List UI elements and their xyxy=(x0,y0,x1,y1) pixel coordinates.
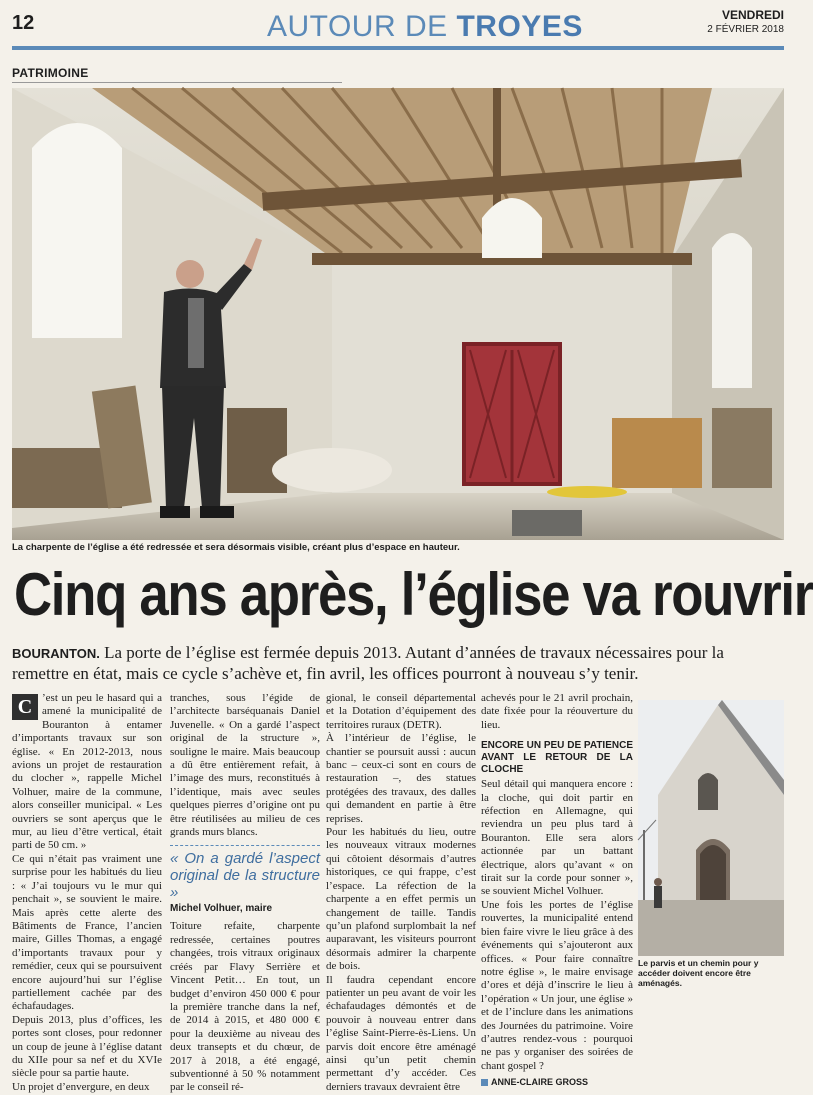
paragraph: gional, le conseil départemental et la Dotation d’équipement des territoires ruraux (DETR). xyxy=(326,692,476,731)
paragraph: tranches, sous l’égide de l’architecte barséquanais Daniel Juvenelle. « On a gardé l’aspect original de la structure », souligne le maire. Mais beaucoup a dû être entièrement refait, à l’image des murs, reconstitués à l’identique, mais avec seules quelques pierres d’origine ont pu être réutilisées au milieu de ces grands murs blancs. xyxy=(170,692,320,839)
section-rule xyxy=(12,82,342,83)
article-column-3 xyxy=(326,692,476,1094)
standfirst-text: La porte de l’église est fermée depuis 2013. Autant d’années de travaux nécessaires pour la remettre en état, mais ce cycle s’achève et, fin avril, les offices pourront à nouveau s’y tenir. xyxy=(12,643,724,683)
paragraph: achevés pour le 21 avril prochain, date fixée pour la réouverture du lieu. xyxy=(481,692,633,731)
page-number: 12 xyxy=(12,12,35,34)
dropcap: C xyxy=(12,694,38,720)
article-column-4 xyxy=(481,692,633,1087)
byline-author: ANNE-CLAIRE GROSS xyxy=(491,1077,589,1088)
pull-quote-author: Michel Volhuer, maire xyxy=(170,903,273,915)
article-column-2 xyxy=(170,692,320,1095)
header-rule xyxy=(12,46,784,50)
article-column-1 xyxy=(12,692,162,1094)
paragraph: Ce qui n’était pas vraiment une surprise pour les habitués du lieu : « J’ai toujours vu le mur qui penchait », se souvient le maire. Mais après cette alerte des Bâtiments de France, l’ancien maire, Gilles Thomas, a engagé d’importants travaux pour y remédier, ceux qui se poursuivent encore aujourd’hui sur l’église partiellement cachée par des échafaudages. xyxy=(12,852,162,1013)
rubric-prefix: AUTOUR DE xyxy=(267,10,448,43)
pull-quote xyxy=(170,845,320,914)
photo-caption: La charpente de l’église a été redressée et sera désormais visible, créant plus d’espace en hauteur. xyxy=(12,542,460,553)
paragraph: Une fois les portes de l’église rouvertes, la municipalité entend bien faire vivre le lieu grâce à des événements qui s’ajouteront aux offices. « Pour faire connaître notre église », le maire envisage d’ores et déjà d’inscrire le lieu à l’opération « Un jour, une église » et de l’inclure dans les animations des Journées du patrimoine. Voire d’autres rendez-vous : pourquoi ne pas y organiser des soirées de chant gospel ? xyxy=(481,898,633,1072)
byline-square-icon xyxy=(481,1079,488,1086)
church-exterior-photo xyxy=(638,700,784,956)
paragraph: ’est un peu le hasard qui a amené la municipalité de Bouranton à entamer d’importants travaux sur son église. « En 2012-2013, nous avions un projet de restauration du clocher », rappelle Michel Volhuer, maire de la commune, alors conseiller municipal. « Les ouvriers se sont aperçus que le mur, au lieu d’être vertical, était parti de 50 cm. » xyxy=(12,692,162,852)
rubric-title xyxy=(267,10,583,44)
paragraph: Il faudra cependant encore patienter un peu avant de voir les échafaudages démontés et de pouvoir à nouveau entrer dans l’église Saint-Pierre-ès-Liens. Un parvis doit encore être aménagé ainsi qu’un petit chemin permettant d’y accéder. Ces derniers travaux devraient être xyxy=(326,973,476,1093)
standfirst xyxy=(12,642,782,684)
headline: Cinq ans après, l’église va rouvrir xyxy=(14,561,813,628)
church-interior-illustration xyxy=(12,88,784,540)
paragraph: Seul détail qui manquera encore : la cloche, qui doit partir en réfection en Allemagne, qui reviendra un peu plus tard à Bouranton. Elle sera alors actionnée par un battant électrique, alors qu’avant « on tirait sur la corde pour sonner », se souvient Michel Volhuer. xyxy=(481,778,633,898)
pull-quote-text: « On a gardé l’aspect original de la structure » xyxy=(170,850,320,902)
section-label: PATRIMOINE xyxy=(12,66,89,80)
byline xyxy=(481,1077,633,1087)
exterior-photo-caption: Le parvis et un chemin pour y accéder doivent encore être aménagés. xyxy=(638,958,759,988)
paragraph: Un projet d’envergure, en deux xyxy=(12,1080,150,1093)
paragraph: Pour les habitués du lieu, outre les nouveaux vitraux modernes qui côtoient désormais d’autres historiques, ce qui frappe, c’est l’espace. La réfection de la charpente a en effet permis un changement de taille. Tandis qu’un plafond surplombait la nef auparavant, les visiteurs pourront désormais admirer la charpente de bois. xyxy=(326,826,476,973)
church-exterior-illustration xyxy=(638,700,784,956)
church-interior-photo xyxy=(12,88,784,540)
paragraph: À l’intérieur de l’église, le chantier se poursuit aussi : aucun banc – ceux-ci sont en cours de restauration –, des statues protégées des travaux, des dalles qui demandent en partie à être reprises. xyxy=(326,732,476,825)
issue-date: 2 FÉVRIER 2018 xyxy=(707,24,784,35)
paragraph: Toiture refaite, charpente redressée, certaines poutres changées, trois vitraux originaux créés par Flavy Serrière et Vincent Petit… En tout, un budget d’environ 450 000 € pour la première tranche dans la nef, de 2014 à 2015, et 480 000 € pour la deuxième au niveau des deux transepts et du chœur, de 2017 à 2018, a été engagé, subventionné à 50 % notamment par le conseil ré- xyxy=(170,920,320,1094)
rubric-city: TROYES xyxy=(456,10,583,43)
paragraph: Depuis 2013, plus d’offices, les portes sont closes, pour redonner un coup de jeune à l’église datant du XIIe pour sa nef et du XVIe siècle pour sa partie haute. xyxy=(12,1013,162,1080)
dateline-town: BOURANTON. xyxy=(12,646,100,661)
issue-day: VENDREDI xyxy=(721,8,784,22)
intertitle: ENCORE UN PEU DE PATIENCE AVANT LE RETOUR DE LA CLOCHE xyxy=(481,740,633,776)
